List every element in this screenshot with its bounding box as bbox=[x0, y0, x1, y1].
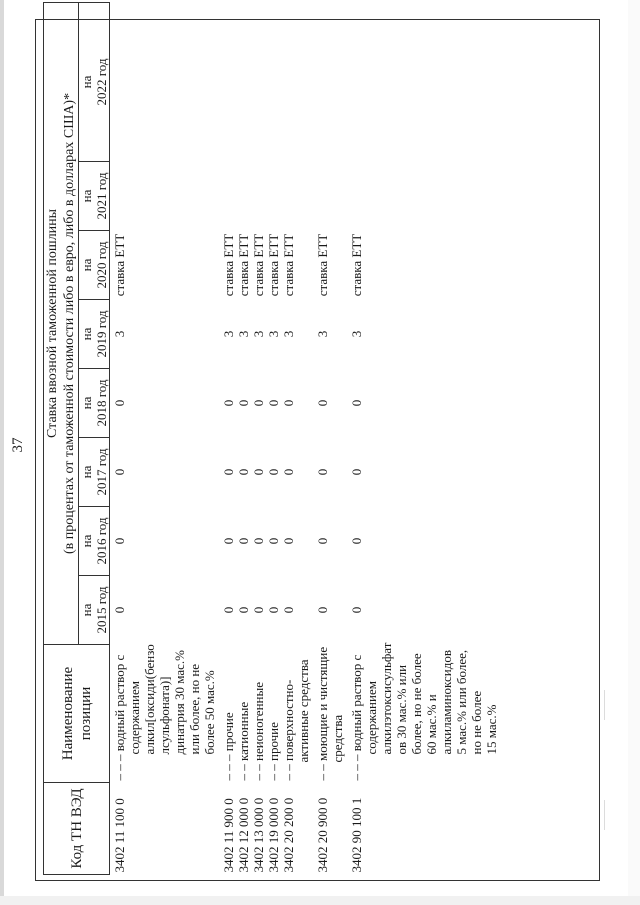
table-row bbox=[281, 2, 311, 874]
rate-y2020: ставка ЕТТ bbox=[315, 233, 330, 297]
header-rate-line1: Ставка ввозной таможенной пошлины bbox=[45, 208, 60, 438]
rate-y2021 bbox=[315, 162, 345, 231]
row-name-line: алкилэтоксисульфат bbox=[379, 642, 394, 755]
rate-y2016: 0 bbox=[236, 537, 251, 545]
rate-y2018: 0 bbox=[349, 399, 364, 407]
rate-y2020: ставка ЕТТ bbox=[281, 233, 296, 297]
table-row bbox=[110, 2, 218, 874]
rate-y2021 bbox=[221, 162, 236, 231]
header-year bbox=[79, 231, 110, 300]
row-code: 3402 11 900 0 bbox=[221, 798, 236, 873]
header-year-prefix: на bbox=[79, 396, 94, 410]
row-name bbox=[110, 645, 218, 783]
rate-y2018: 0 bbox=[251, 399, 266, 407]
rate-y2019: 3 bbox=[315, 330, 330, 338]
row-name-line: 15 мас.% bbox=[484, 704, 499, 755]
rate-y2020: ставка ЕТТ bbox=[236, 233, 251, 297]
header-year-prefix: на bbox=[79, 465, 94, 479]
rate-y2019: 3 bbox=[349, 330, 364, 338]
rate-y2019: 3 bbox=[236, 330, 251, 338]
row-name bbox=[315, 645, 345, 783]
rate-y2021 bbox=[349, 162, 499, 231]
header-year-label: 2018 год bbox=[94, 379, 109, 427]
row-name-line: алкил[оксиди(бензо bbox=[142, 644, 157, 755]
row-name-line: водный раствор с bbox=[349, 654, 364, 752]
rate-y2015: 0 bbox=[281, 606, 296, 614]
header-year-label: 2016 год bbox=[94, 517, 109, 565]
table-row bbox=[349, 2, 499, 874]
rate-y2017: 0 bbox=[349, 468, 364, 476]
rate-y2015: 0 bbox=[236, 606, 251, 614]
rate-y2020: ставка ЕТТ bbox=[266, 233, 281, 297]
row-dashes: – – – bbox=[349, 754, 364, 781]
rate-y2020: ставка ЕТТ bbox=[112, 233, 127, 297]
row-name-line: лсульфоната)] bbox=[157, 676, 172, 755]
row-name-line: более, но не более bbox=[409, 653, 424, 755]
rate-y2022 bbox=[349, 2, 499, 161]
row-code: 3402 12 000 0 bbox=[236, 797, 251, 873]
rate-y2015: 0 bbox=[221, 606, 236, 614]
rate-y2022 bbox=[110, 2, 218, 161]
table-row bbox=[251, 2, 266, 874]
rate-y2018: 0 bbox=[236, 399, 251, 407]
rate-y2016: 0 bbox=[221, 537, 236, 545]
rate-y2015: 0 bbox=[315, 606, 330, 614]
rate-y2022 bbox=[266, 2, 281, 161]
header-year-prefix: на bbox=[79, 327, 94, 341]
header-code: Код ТН ВЭД bbox=[44, 783, 110, 875]
row-name bbox=[236, 645, 251, 783]
table-row bbox=[221, 2, 236, 874]
header-year bbox=[79, 2, 110, 161]
header-year-label: 2022 год bbox=[94, 58, 109, 106]
rate-y2022 bbox=[221, 2, 236, 161]
header-year bbox=[79, 438, 110, 507]
rate-y2016: 0 bbox=[251, 537, 266, 545]
row-name-line: 60 мас.% и bbox=[424, 694, 439, 755]
rate-y2015: 0 bbox=[112, 606, 127, 614]
rate-y2022 bbox=[315, 2, 345, 161]
rate-y2015: 0 bbox=[349, 606, 364, 614]
rate-y2021 bbox=[236, 162, 251, 231]
row-dashes: – – bbox=[315, 764, 330, 781]
row-dashes: – – – bbox=[221, 754, 236, 781]
rate-y2017: 0 bbox=[112, 468, 127, 476]
rate-y2018: 0 bbox=[281, 399, 296, 407]
table-row bbox=[266, 2, 281, 874]
row-code: 3402 11 100 0 bbox=[112, 798, 127, 873]
table-row bbox=[236, 2, 251, 874]
rate-y2022 bbox=[251, 2, 266, 161]
rate-y2017: 0 bbox=[221, 468, 236, 476]
header-year-label: 2021 год bbox=[94, 172, 109, 220]
row-dashes: – – – bbox=[112, 754, 127, 781]
header-year-prefix: на bbox=[79, 258, 94, 272]
header-year bbox=[79, 300, 110, 369]
row-code: 3402 19 000 0 bbox=[266, 797, 281, 873]
header-year-label: 2015 год bbox=[94, 586, 109, 634]
row-name-line: водный раствор с bbox=[112, 654, 127, 752]
header-year bbox=[79, 162, 110, 231]
rate-y2017: 0 bbox=[266, 468, 281, 476]
rate-y2021 bbox=[266, 162, 281, 231]
rate-y2016: 0 bbox=[281, 537, 296, 545]
rate-y2020: ставка ЕТТ bbox=[221, 233, 236, 297]
row-name bbox=[221, 645, 236, 783]
rate-y2016: 0 bbox=[266, 537, 281, 545]
table-body bbox=[110, 2, 500, 874]
row-name bbox=[266, 645, 281, 783]
row-dashes: – – bbox=[251, 764, 266, 781]
row-name-line: неионогенные bbox=[251, 682, 266, 761]
rate-y2017: 0 bbox=[281, 468, 296, 476]
row-name bbox=[349, 642, 499, 783]
row-code: 3402 20 200 0 bbox=[281, 797, 296, 873]
row-name-line: катионные bbox=[236, 701, 251, 761]
row-code: 3402 13 000 0 bbox=[251, 797, 266, 873]
row-name-line: содержанием bbox=[127, 681, 142, 755]
header-year-prefix: на bbox=[79, 603, 94, 617]
header-rate bbox=[44, 2, 79, 644]
rate-y2017: 0 bbox=[251, 468, 266, 476]
rate-y2021 bbox=[251, 162, 266, 231]
row-name-line: но не более bbox=[469, 690, 484, 755]
rate-y2018: 0 bbox=[221, 399, 236, 407]
rate-y2016: 0 bbox=[315, 537, 330, 545]
rate-y2017: 0 bbox=[236, 468, 251, 476]
header-year-prefix: на bbox=[79, 189, 94, 203]
rate-y2019: 3 bbox=[281, 330, 296, 338]
rate-y2019: 3 bbox=[112, 330, 127, 338]
rate-y2022 bbox=[281, 2, 311, 161]
rate-y2021 bbox=[281, 162, 311, 231]
header-year-prefix: на bbox=[79, 75, 94, 89]
row-name-line: ов 30 мас.% или bbox=[394, 664, 409, 755]
row-dashes: – – bbox=[266, 764, 281, 781]
rate-y2022 bbox=[236, 2, 251, 161]
row-name-line: динатрия 30 мас.% bbox=[172, 650, 187, 755]
row-name bbox=[251, 645, 266, 783]
tariff-table bbox=[43, 2, 499, 875]
row-name-line: или более, но не bbox=[187, 663, 202, 755]
row-name-line: прочие bbox=[221, 712, 236, 752]
row-dashes: – – bbox=[236, 764, 251, 781]
header-year bbox=[79, 576, 110, 645]
table-row bbox=[315, 2, 345, 874]
page-number: 37 bbox=[10, 437, 26, 453]
rate-y2019: 3 bbox=[251, 330, 266, 338]
rate-y2021 bbox=[110, 162, 218, 231]
rate-y2015: 0 bbox=[251, 606, 266, 614]
rate-y2019: 3 bbox=[266, 330, 281, 338]
row-name-line: алкиламиноксидов bbox=[439, 649, 454, 755]
header-name: Наименование позиции bbox=[44, 645, 110, 783]
rate-y2016: 0 bbox=[349, 537, 364, 545]
rate-y2019: 3 bbox=[221, 330, 236, 338]
row-name-line: поверхностно- bbox=[281, 679, 296, 761]
row-name-line: 5 мас.% или более, bbox=[454, 649, 469, 755]
rate-y2016: 0 bbox=[112, 537, 127, 545]
row-code: 3402 20 900 0 bbox=[315, 797, 330, 873]
row-name-line: содержанием bbox=[364, 681, 379, 755]
rate-y2020: ставка ЕТТ bbox=[349, 233, 364, 297]
row-code: 3402 90 100 1 bbox=[349, 797, 364, 873]
row-name bbox=[281, 645, 311, 783]
row-name-line: прочие bbox=[266, 722, 281, 761]
row-name-line: активные средства bbox=[296, 659, 311, 763]
header-year-label: 2019 год bbox=[94, 310, 109, 358]
rate-y2020: ставка ЕТТ bbox=[251, 233, 266, 297]
header-year-label: 2020 год bbox=[94, 241, 109, 289]
header-year-prefix: на bbox=[79, 534, 94, 548]
header-year bbox=[79, 369, 110, 438]
row-name-line: средства bbox=[330, 714, 345, 763]
rate-y2018: 0 bbox=[315, 399, 330, 407]
row-name-line: моющие и чистящие bbox=[315, 646, 330, 761]
rate-y2018: 0 bbox=[112, 399, 127, 407]
rate-y2015: 0 bbox=[266, 606, 281, 614]
header-rate-line2: (в процентах от таможенной стоимости либо в евро, либо в долларах США)* bbox=[62, 92, 77, 554]
row-name-line: более 50 мас.% bbox=[202, 670, 217, 755]
rate-y2017: 0 bbox=[315, 468, 330, 476]
rate-y2018: 0 bbox=[266, 399, 281, 407]
row-dashes: – – bbox=[281, 764, 296, 781]
header-year bbox=[79, 507, 110, 576]
header-year-label: 2017 год bbox=[94, 448, 109, 496]
